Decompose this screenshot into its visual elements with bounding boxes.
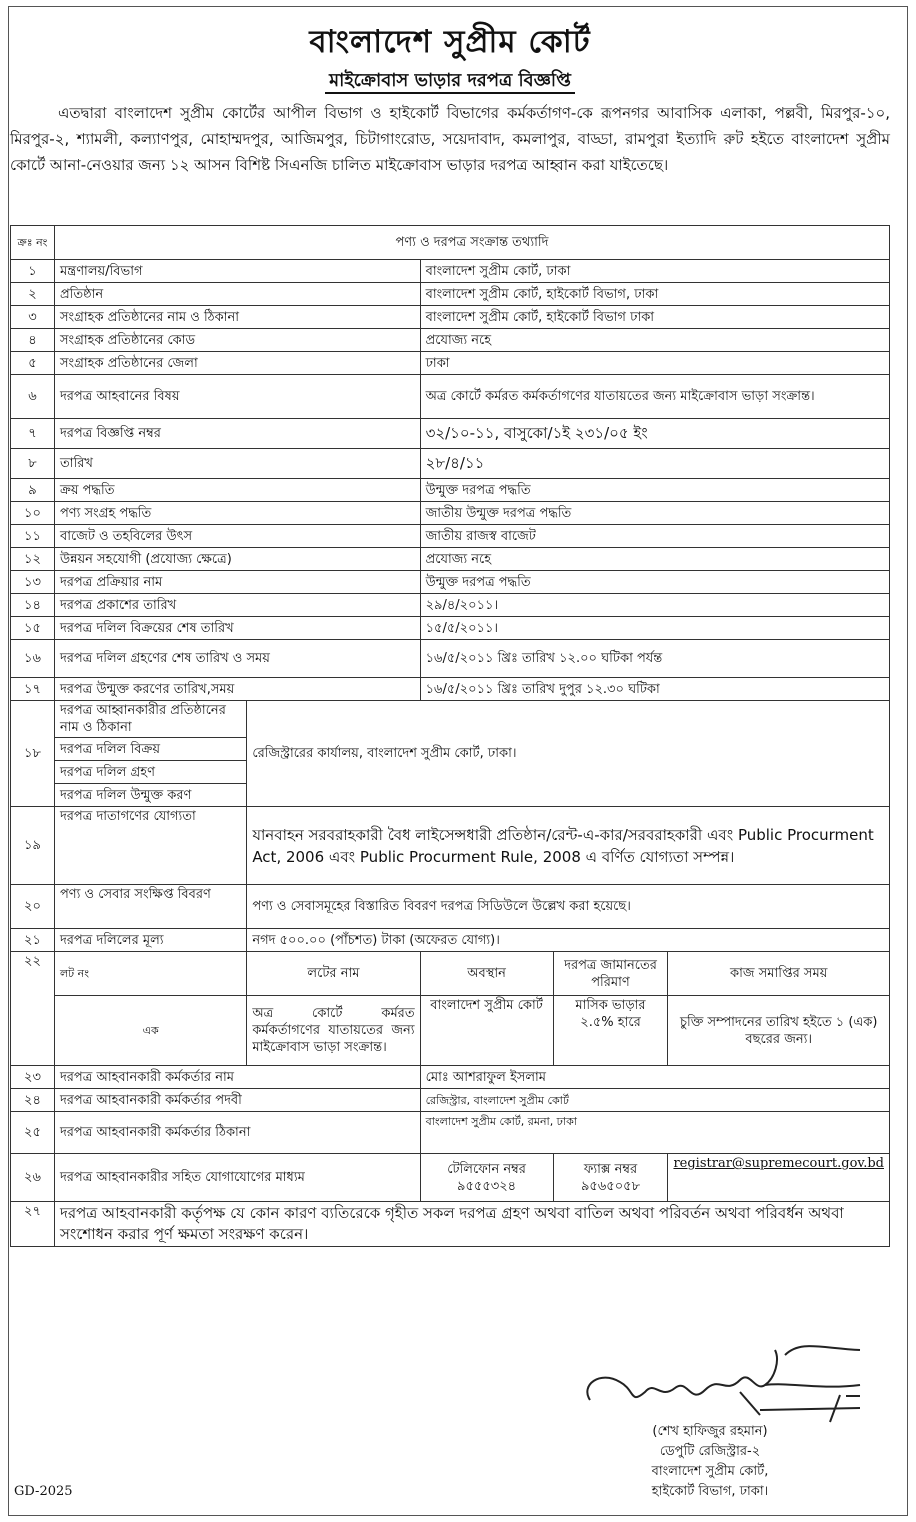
- table-row: [11, 479, 890, 502]
- row-value: বাংলাদেশ সুপ্রীম কোর্ট, রমনা, ঢাকা: [420, 1112, 889, 1154]
- lot-location: বাংলাদেশ সুপ্রীম কোর্ট: [420, 996, 553, 1066]
- row-serial: ১৯: [11, 807, 55, 885]
- row-value: নগদ ৫০০.০০ (পাঁচশত) টাকা (অফেরত যোগ্য)।: [247, 929, 890, 952]
- table-row: [11, 283, 890, 306]
- table-row: [11, 594, 890, 617]
- location-header: অবস্থান: [420, 952, 553, 996]
- row-label: পণ্য সংগ্রহ পদ্ধতি: [54, 502, 420, 525]
- row-serial: ১৭: [11, 678, 55, 701]
- row-serial: ১৩: [11, 571, 55, 594]
- row-serial: ১৮: [11, 701, 55, 807]
- completion-header: কাজ সমাপ্তির সময়: [668, 952, 890, 996]
- row-serial: ১৪: [11, 594, 55, 617]
- row-value: জাতীয় রাজস্ব বাজেট: [420, 525, 889, 548]
- row-value: ১৬/৫/২০১১ খ্রিঃ তারিখ দুপুর ১২.৩০ ঘটিকা: [420, 678, 889, 701]
- row-value: জাতীয় উন্মুক্ত দরপত্র পদ্ধতি: [420, 502, 889, 525]
- row-serial: ১০: [11, 502, 55, 525]
- row-value: মোঃ আশরাফুল ইসলাম: [420, 1066, 889, 1089]
- table-row: [11, 640, 890, 678]
- footer-code: GD-2025: [14, 1484, 73, 1499]
- row-serial: ১২: [11, 548, 55, 571]
- lot-no-header: লট নং: [54, 952, 246, 996]
- row-value: ২৯/৪/২০১১।: [420, 594, 889, 617]
- table-row: [11, 929, 890, 952]
- table-header-row: [11, 226, 890, 260]
- row-label: মন্ত্রণালয়/বিভাগ: [54, 260, 420, 283]
- row-label: দরপত্র আহবানকারী কর্মকর্তার ঠিকানা: [54, 1112, 420, 1154]
- row-label: দরপত্র দলিলের মূল্য: [54, 929, 246, 952]
- email-link[interactable]: registrar@supremecourt.gov.bd: [673, 1156, 884, 1171]
- lot-no: এক: [54, 996, 246, 1066]
- row-label: দরপত্র দলিল বিক্রয়ের শেষ তারিখ: [54, 617, 420, 640]
- table-row: [11, 375, 890, 419]
- row-label: প্রতিষ্ঠান: [54, 283, 420, 306]
- fax-label: ফ্যাক্স নম্বর: [583, 1161, 638, 1177]
- row-serial: ৭: [11, 419, 55, 449]
- table-row: [11, 701, 890, 738]
- row-label: দরপত্র বিজ্ঞপ্তি নম্বর: [54, 419, 420, 449]
- tender-info-table: [10, 225, 890, 1247]
- row-value: যানবাহন সরবরাহকারী বৈধ লাইসেন্সধারী প্রতিষ্ঠান/রেন্ট-এ-কার/সরবরাহকারী এবং Public Procurment Act, 2006 এবং Public Procurment Rule, 2008 এ বর্ণিত যোগ্যতা সম্পন্ন।: [247, 807, 890, 885]
- row-label: তারিখ: [54, 449, 420, 479]
- row-value: প্রযোজ্য নহে: [420, 548, 889, 571]
- row-label: দরপত্র উন্মুক্ত করণের তারিখ,সময়: [54, 678, 420, 701]
- security-header: দরপত্র জামানতের পরিমাণ: [553, 952, 668, 996]
- row-label: দরপত্র আহ্বানকারীর প্রতিষ্ঠানের নাম ও ঠিকানা: [54, 701, 246, 738]
- row-serial: ৩: [11, 306, 55, 329]
- table-row: [11, 306, 890, 329]
- row-label: সংগ্রাহক প্রতিষ্ঠানের কোড: [54, 329, 420, 352]
- row-label: দরপত্র আহবানকারীর সহিত যোগাযোগের মাধ্যম: [54, 1154, 420, 1202]
- row-serial: ৬: [11, 375, 55, 419]
- row-label: ক্রয় পদ্ধতি: [54, 479, 420, 502]
- table-row: [11, 1066, 890, 1089]
- row-value: উন্মুক্ত দরপত্র পদ্ধতি: [420, 479, 889, 502]
- row-value: রেজিস্ট্রার, বাংলাদেশ সুপ্রীম কোর্ট: [420, 1089, 889, 1112]
- lot-row: [11, 996, 890, 1066]
- table-row: [11, 885, 890, 929]
- row-serial: ২০: [11, 885, 55, 929]
- phone-number: ৯৫৫৫৩২৪: [457, 1178, 517, 1194]
- row-value: উন্মুক্ত দরপত্র পদ্ধতি: [420, 571, 889, 594]
- row-serial: ২১: [11, 929, 55, 952]
- row-value: ২৮/৪/১১: [420, 449, 889, 479]
- lot-completion: চুক্তি সম্পাদনের তারিখ হইতে ১ (এক) বছরের জন্য।: [668, 996, 890, 1066]
- table-row: [11, 329, 890, 352]
- row-serial: ২: [11, 283, 55, 306]
- email-cell: [668, 1154, 890, 1202]
- signature-mark-icon: [560, 1330, 890, 1430]
- table-row: [11, 1154, 890, 1202]
- row-label: উন্নয়ন সহযোগী (প্রযোজ্য ক্ষেত্রে): [54, 548, 420, 571]
- table-row: [11, 525, 890, 548]
- row-value: বাংলাদেশ সুপ্রীম কোর্ট, ঢাকা: [420, 260, 889, 283]
- row-value: পণ্য ও সেবাসমূহের বিস্তারিত বিবরণ দরপত্র সিডিউলে উল্লেখ করা হয়েছে।: [247, 885, 890, 929]
- signatory-designation: ডেপুটি রেজিস্ট্রার-২: [659, 1444, 761, 1459]
- fax-cell: [553, 1154, 668, 1202]
- table-row: [11, 571, 890, 594]
- row-value: অত্র কোর্টে কর্মরত কর্মকর্তাগণের যাতায়তের জন্য মাইক্রোবাস ভাড়া সংক্রান্ত।: [420, 375, 889, 419]
- phone-cell: [420, 1154, 553, 1202]
- row-label: দরপত্র আহবানের বিষয়: [54, 375, 420, 419]
- row-serial: ৫: [11, 352, 55, 375]
- signatory-division: হাইকোর্ট বিভাগ, ঢাকা।: [651, 1484, 769, 1499]
- row-serial: ২৫: [11, 1112, 55, 1154]
- serial-header: ক্রঃ নং: [11, 226, 55, 260]
- phone-label: টেলিফোন নম্বর: [447, 1161, 526, 1177]
- signatory-org: বাংলাদেশ সুপ্রীম কোর্ট,: [651, 1464, 769, 1479]
- lot-header-row: [11, 952, 890, 996]
- row-serial: ২২: [11, 952, 55, 1066]
- row-serial: ২৬: [11, 1154, 55, 1202]
- row-label: দরপত্র দলিল বিক্রয়: [54, 738, 246, 761]
- subtitle-text: মাইক্রোবাস ভাড়ার দরপত্র বিজ্ঞপ্তি: [325, 70, 575, 94]
- row-label: দরপত্র প্রকাশের তারিখ: [54, 594, 420, 617]
- row-value: ১৬/৫/২০১১ খ্রিঃ তারিখ ১২.০০ ঘটিকা পর্যন্ত: [420, 640, 889, 678]
- page-title: বাংলাদেশ সুপ্রীম কোর্ট: [309, 24, 591, 60]
- row-value: ঢাকা: [420, 352, 889, 375]
- row-value: রেজিস্ট্রারের কার্যালয়, বাংলাদেশ সুপ্রীম কোর্ট, ঢাকা।: [247, 701, 890, 807]
- row-value: ১৫/৫/২০১১।: [420, 617, 889, 640]
- row-serial: ২৪: [11, 1089, 55, 1112]
- signatory-block: [530, 1422, 890, 1502]
- row-label: দরপত্র আহবানকারী কর্মকর্তার পদবী: [54, 1089, 420, 1112]
- table-row: [11, 548, 890, 571]
- row-serial: ১৬: [11, 640, 55, 678]
- row-label: সংগ্রাহক প্রতিষ্ঠানের নাম ও ঠিকানা: [54, 306, 420, 329]
- row-label: পণ্য ও সেবার সংক্ষিপ্ত বিবরণ: [54, 885, 246, 929]
- table-row: [11, 502, 890, 525]
- row-value: প্রযোজ্য নহে: [420, 329, 889, 352]
- signatory-name: (শেখ হাফিজুর রহমান): [652, 1424, 768, 1439]
- row-serial: ২৩: [11, 1066, 55, 1089]
- notice-subtitle: [0, 66, 900, 97]
- row-serial: ১১: [11, 525, 55, 548]
- table-row: [11, 678, 890, 701]
- row-serial: ৮: [11, 449, 55, 479]
- lot-name-header: লটের নাম: [247, 952, 420, 996]
- handwritten-signature: [560, 1330, 890, 1430]
- intro-paragraph: এতদ্বারা বাংলাদেশ সুপ্রীম কোর্টের আপীল বিভাগ ও হাইকোর্ট বিভাগের কর্মকর্তাগণ-কে রূপনগর আবাসিক এলাকা, পল্লবী, মিরপুর-১০, মিরপুর-২, শ্যামলী, কল্যাণপুর, মোহাম্মদপুর, আজিমপুর, চিটাগাংরোড, সয়েদাবাদ, কমলাপুর, বাড্ডা, রামপুরা ইত্যাদি রুট হইতে বাংলাদেশ সুপ্রীম কোর্টে আনা-নেওয়ার জন্য ১২ আসন বিশিষ্ট সিএনজি চালিত মাইক্রোবাস ভাড়ার দরপত্র আহ্বান করা যাইতেছে।: [10, 104, 890, 174]
- row-value: দরপত্র আহবানকারী কর্তৃপক্ষ যে কোন কারণ ব্যতিরেকে গৃহীত সকল দরপত্র গ্রহণ অথবা বাতিল অথবা পরিবর্তন অথবা পরিবর্ধন অথবা সংশোধন করার পূর্ণ ক্ষমতা সংরক্ষণ করেন।: [54, 1202, 889, 1247]
- row-label: দরপত্র আহবানকারী কর্মকর্তার নাম: [54, 1066, 420, 1089]
- row-label: সংগ্রাহক প্রতিষ্ঠানের জেলা: [54, 352, 420, 375]
- row-label: দরপত্র দাতাগণের যোগ্যতা: [54, 807, 246, 885]
- row-serial: ১: [11, 260, 55, 283]
- table-row: [11, 807, 890, 885]
- row-value: বাংলাদেশ সুপ্রীম কোর্ট, হাইকোর্ট বিভাগ, ঢাকা: [420, 283, 889, 306]
- table-row: [11, 419, 890, 449]
- row-value: বাংলাদেশ সুপ্রীম কোর্ট, হাইকোর্ট বিভাগ ঢাকা: [420, 306, 889, 329]
- row-label: বাজেট ও তহবিলের উৎস: [54, 525, 420, 548]
- row-serial: ৯: [11, 479, 55, 502]
- row-serial: ২৭: [11, 1202, 55, 1247]
- lot-security: মাসিক ভাড়ার ২.৫% হারে: [553, 996, 668, 1066]
- row-label: দরপত্র দলিল উন্মুক্ত করণ: [54, 784, 246, 807]
- row-label: দরপত্র প্রক্রিয়ার নাম: [54, 571, 420, 594]
- table-row: [11, 260, 890, 283]
- row-value: ৩২/১০-১১, বাসুকো/১ই ২৩১/০৫ ইং: [420, 419, 889, 449]
- table-row: [11, 617, 890, 640]
- row-label: দরপত্র দলিল গ্রহণ: [54, 761, 246, 784]
- table-row: [11, 449, 890, 479]
- table-row: [11, 1202, 890, 1247]
- table-title: পণ্য ও দরপত্র সংক্রান্ত তথ্যাদি: [54, 226, 889, 260]
- row-serial: ৪: [11, 329, 55, 352]
- table-row: [11, 1089, 890, 1112]
- table-row: [11, 352, 890, 375]
- lot-name: অত্র কোর্টে কর্মরত কর্মকর্তাগণের যাতায়তের জন্য মাইক্রোবাস ভাড়া সংক্রান্ত।: [247, 996, 420, 1066]
- row-serial: ১৫: [11, 617, 55, 640]
- table-row: [11, 1112, 890, 1154]
- fax-number: ৯৫৬৫০৫৮: [580, 1178, 641, 1194]
- row-label: দরপত্র দলিল গ্রহণের শেষ তারিখ ও সময়: [54, 640, 420, 678]
